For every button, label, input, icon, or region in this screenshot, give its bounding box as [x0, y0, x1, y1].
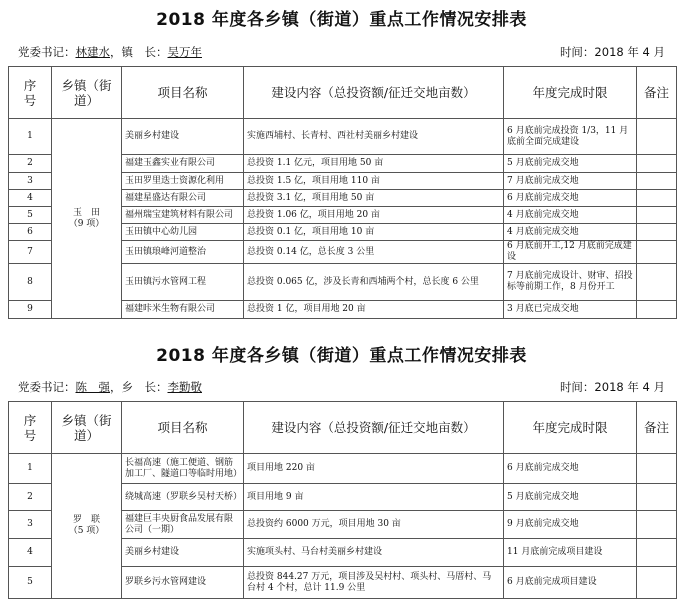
row-no: 6	[9, 224, 52, 241]
row-no: 4	[9, 539, 52, 567]
header-content: 建设内容（总投资额/征迁交地亩数）	[244, 402, 504, 454]
header-deadline: 年度完成时限	[504, 402, 637, 454]
project-content: 总投资 1.5 亿，项目用地 110 亩	[244, 173, 504, 190]
row-no: 5	[9, 567, 52, 599]
table-header-row	[9, 402, 677, 454]
project-name: 福建玉鑫实业有限公司	[122, 155, 244, 173]
project-note	[637, 567, 677, 599]
row-no: 9	[9, 301, 52, 319]
project-note	[637, 454, 677, 484]
town-name: 玉 田	[72, 207, 100, 218]
project-note	[637, 224, 677, 241]
row-no: 8	[9, 264, 52, 301]
secretary-label: 党委书记：	[18, 45, 76, 59]
project-name: 福建巨丰央厨食品发展有限公司（一期）	[122, 511, 244, 539]
header-town: 乡镇（街道）	[52, 402, 122, 454]
table-header-row	[9, 67, 677, 119]
page-title: 2018 年度各乡镇（街道）重点工作情况安排表	[156, 10, 527, 30]
town-cell	[52, 119, 122, 319]
officials	[18, 44, 202, 60]
project-deadline: 6 月底前完成交地	[504, 190, 637, 207]
schedule-table	[8, 401, 677, 599]
project-content: 实施项头村、马台村美丽乡村建设	[244, 539, 504, 567]
project-deadline: 6 月底前完成交地	[504, 454, 637, 484]
project-deadline: 3 月底已完成交地	[504, 301, 637, 319]
officials	[18, 379, 202, 395]
header-project: 项目名称	[122, 67, 244, 119]
project-note	[637, 190, 677, 207]
project-name: 福州瑞宝建筑材料有限公司	[122, 207, 244, 224]
header-note: 备注	[637, 67, 677, 119]
row-no: 2	[9, 155, 52, 173]
town-cell	[52, 454, 122, 599]
header-no: 序 号	[9, 402, 52, 454]
secretary-name: 林建水	[75, 45, 110, 59]
header-town: 乡镇（街道）	[52, 67, 122, 119]
project-name: 玉田镇污水管网工程	[122, 264, 244, 301]
project-content: 项目用地 220 亩	[244, 454, 504, 484]
header-note: 备注	[637, 402, 677, 454]
town-count: （9 项）	[68, 218, 105, 229]
mayor-label: ，镇 长：	[110, 45, 168, 59]
secretary-label: 党委书记：	[18, 380, 76, 394]
project-deadline: 5 月底前完成交地	[504, 484, 637, 511]
project-name: 罗联乡污水管网建设	[122, 567, 244, 599]
project-name: 美丽乡村建设	[122, 539, 244, 567]
town-count: （5 项）	[68, 526, 105, 536]
header-no: 序 号	[9, 67, 52, 119]
project-name: 福建咔米生物有限公司	[122, 301, 244, 319]
project-name: 福建星盛达有限公司	[122, 190, 244, 207]
project-deadline: 9 月底前完成交地	[504, 511, 637, 539]
project-name: 玉田镇琅峰河道整治	[122, 241, 244, 264]
mayor-name: 吴万年	[167, 45, 202, 59]
project-note	[637, 301, 677, 319]
project-deadline: 6 月底前完成项目建设	[504, 567, 637, 599]
project-content: 总投资 0.065 亿，涉及长青和西埔两个村，总长度 6 公里	[244, 264, 504, 301]
project-deadline: 6 月底前完成投资 1/3，11 月底前全面完成建设	[504, 119, 637, 155]
project-content: 总投资 1.1 亿元，项目用地 50 亩	[244, 155, 504, 173]
project-name: 玉田罗里迭士资源化利用	[122, 173, 244, 190]
project-content: 总投资 1 亿，项目用地 20 亩	[244, 301, 504, 319]
date-label: 时间：2018 年 4 月	[559, 380, 665, 394]
project-deadline: 5 月底前完成交地	[504, 155, 637, 173]
row-no: 4	[9, 190, 52, 207]
schedule-table	[8, 66, 677, 319]
project-name: 玉田镇中心幼儿园	[122, 224, 244, 241]
project-content: 项目用地 9 亩	[244, 484, 504, 511]
mayor-name: 李勤敬	[167, 380, 202, 394]
row-no: 5	[9, 207, 52, 224]
project-note	[637, 173, 677, 190]
project-content: 总投资 844.27 万元，项目涉及吴村村、项头村、马厝村、马台村 4 个村，总计 11.9 公里	[244, 567, 504, 599]
project-note	[637, 119, 677, 155]
project-content: 总投资 3.1 亿，项目用地 50 亩	[244, 190, 504, 207]
project-deadline: 6 月底前开工,12 月底前完成建设	[504, 241, 637, 264]
row-no: 1	[9, 454, 52, 484]
header-deadline: 年度完成时限	[504, 67, 637, 119]
row-no: 3	[9, 173, 52, 190]
project-deadline: 4 月底前完成交地	[504, 207, 637, 224]
header-project: 项目名称	[122, 402, 244, 454]
town-name: 罗 联	[72, 515, 100, 525]
project-deadline: 11 月底前完成项目建设	[504, 539, 637, 567]
project-name: 长福高速（施工便道、钢筋加工厂、隧道口等临时用地）	[122, 454, 244, 484]
project-deadline: 4 月底前完成交地	[504, 224, 637, 241]
project-name: 美丽乡村建设	[122, 119, 244, 155]
page-title: 2018 年度各乡镇（街道）重点工作情况安排表	[156, 346, 527, 366]
secretary-name: 陈 强	[75, 380, 110, 394]
project-content: 总投资 0.14 亿，总长度 3 公里	[244, 241, 504, 264]
project-note	[637, 484, 677, 511]
project-content: 实施西埔村、长青村、西社村美丽乡村建设	[244, 119, 504, 155]
project-content: 总投资约 6000 万元，项目用地 30 亩	[244, 511, 504, 539]
project-note	[637, 511, 677, 539]
project-note	[637, 539, 677, 567]
date-label: 时间：2018 年 4 月	[559, 45, 665, 59]
project-note	[637, 264, 677, 301]
row-no: 1	[9, 119, 52, 155]
project-note	[637, 207, 677, 224]
header-content: 建设内容（总投资额/征迁交地亩数）	[244, 67, 504, 119]
mayor-label: ，乡 长：	[110, 380, 168, 394]
project-note	[637, 241, 677, 264]
project-name: 绕城高速（罗联乡吴村天桥）	[122, 484, 244, 511]
table-row	[9, 454, 677, 484]
project-note	[637, 155, 677, 173]
project-deadline: 7 月底前完成设计、财审、招投标等前期工作，8 月份开工	[504, 264, 637, 301]
project-deadline: 7 月底前完成交地	[504, 173, 637, 190]
table-row	[9, 119, 677, 155]
row-no: 2	[9, 484, 52, 511]
row-no: 7	[9, 241, 52, 264]
project-content: 总投资 1.06 亿，项目用地 20 亩	[244, 207, 504, 224]
row-no: 3	[9, 511, 52, 539]
project-content: 总投资 0.1 亿，项目用地 10 亩	[244, 224, 504, 241]
